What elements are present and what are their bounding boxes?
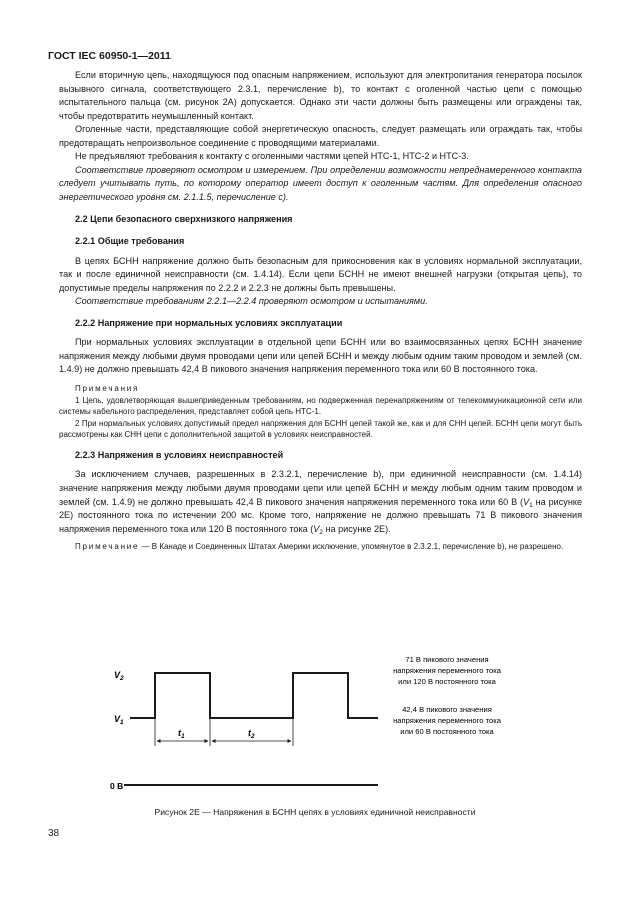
paragraph: Оголенные части, представляющие собой энергетическую опасность, следует размещать или ограждать так, чтобы предотвращать непроизвольное соединение с проводящими материалами. <box>59 124 582 148</box>
figure-caption: Рисунок 2Е — Напряжения в БСНН цепях в условиях единичной неисправности <box>154 807 476 817</box>
t1-label: $t_1$ <box>178 728 185 740</box>
note-2: 2 При нормальных условиях допустимый предел напряжения для БСНН цепей такой же, как и для СНН цепей. БСНН цепи могут быть рассмотрены как СНН цепи с дополнительной защитой в условиях неисправностей. <box>59 418 582 440</box>
voltage-waveform <box>130 673 378 718</box>
document-header: ГОСТ IEC 60950-1—2011 <box>48 50 171 62</box>
section-heading-2-2-2: 2.2.2 Напряжение при нормальных условиях эксплуатации <box>75 317 343 328</box>
paragraph-fault-conditions: За исключением случаев, разрешенных в 2.3.2.1, перечисление b), при единичной неисправности (см. 1.4.14) значение напряжения между любыми двумя проводами цепи или цепей БСНН и между любым одним таким проводом и землей (см. 1.4.9) не должно превышать 42,4 В пикового значения напряжения переменного тока или 60 В ($V_1$ на рисунке 2Е) постоянного тока по истечении 200 мс. Кроме того, напряжение не должно превышать 71 В пикового значения напряжения переменного тока или 120 В постоянного тока ($V_2$ на рисунке 2Е). <box>59 469 582 536</box>
section-heading-2-2: 2.2 Цепи безопасного сверхнизкого напряжения <box>75 214 293 225</box>
v1-label: $V_1$ <box>114 714 124 726</box>
svg-text:напряжения переменного тока: напряжения переменного тока <box>393 666 501 675</box>
note-1: 1 Цепь, удовлетворяющая вышеприведенным требованиям, но подверженная перенапряжениям от телекоммуникационной сети или системы кабельного распределения, представляет собой цепь НТС-1. <box>59 395 582 417</box>
section-heading-2-2-1: 2.2.1 Общие требования <box>75 236 185 247</box>
compliance-paragraph: Соответствие проверяют осмотром и измерением. При определении возможности непреднамеренного контакта следует учитывать путь, по которому оператор имеет доступ к оголенным частям. Для определения опасного энергетического уровня см. 2.1.1.5, перечисление c). <box>59 164 582 202</box>
section-heading-2-2-3: 2.2.3 Напряжения в условиях неисправностей <box>75 449 284 460</box>
paragraph: Не предъявляют требования к контакту с оголенными частями цепей НТС-1, НТС-2 и НТС-3. <box>75 151 469 162</box>
v1-description <box>393 705 502 736</box>
notes-label: Примечания <box>75 383 140 393</box>
paragraph: В цепях БСНН напряжение должно быть безопасным для прикосновения как в условиях нормальной эксплуатации, так и после единичной неисправности (см. 1.4.14). Если цепи БСНН не имеют внешней нагрузки (открытая цепь), то допустимые пределы напряжения по 2.2.2 и 2.2.3 не должны быть превышены. <box>59 255 582 293</box>
v2-label: $V_2$ <box>114 670 124 682</box>
svg-text:42,4 В пикового значения: 42,4 В пикового значения <box>402 705 492 714</box>
note-3: Примечание — В Канаде и Соединенных Штатах Америки исключение, упомянутое в 2.3.2.1, перечисление b), не разрешено. <box>75 542 564 552</box>
zero-volt-label: 0 В <box>110 781 124 791</box>
svg-text:или 120 В постоянного тока: или 120 В постоянного тока <box>398 677 496 686</box>
paragraph: Если вторичную цепь, находящуюся под опасным напряжением, используют для электропитания генератора посылок вызывного сигнала, соответствующего 2.3.1, перечисление b), то контакт с оголенной частью цепи с помощью испытательного пальца (см. рисунок 2А) допускается. Однако эти части должны быть размещены или ограждены так, чтобы предотвратить неумышленный контакт. <box>59 70 582 121</box>
svg-text:или 60 В постоянного тока: или 60 В постоянного тока <box>400 727 494 736</box>
t2-label: $t_2$ <box>248 728 255 740</box>
paragraph: При нормальных условиях эксплуатации в отдельной цепи БСНН или во взаимосвязанных цепях БСНН значение напряжения между любыми двумя проводами цепи или цепей БСНН и между любым одним таким проводом и землей (см. 1.4.9) не должно превышать 42,4 В пикового значения напряжения переменного тока или 60 В постоянного тока. <box>59 337 582 375</box>
compliance-paragraph: Соответствие требованиям 2.2.1—2.2.4 проверяют осмотром и испытаниями. <box>75 296 428 307</box>
page-number: 38 <box>48 828 60 839</box>
svg-text:71 В пикового значения: 71 В пикового значения <box>405 655 489 664</box>
v2-description <box>393 655 502 686</box>
svg-text:напряжения переменного тока: напряжения переменного тока <box>393 716 501 725</box>
